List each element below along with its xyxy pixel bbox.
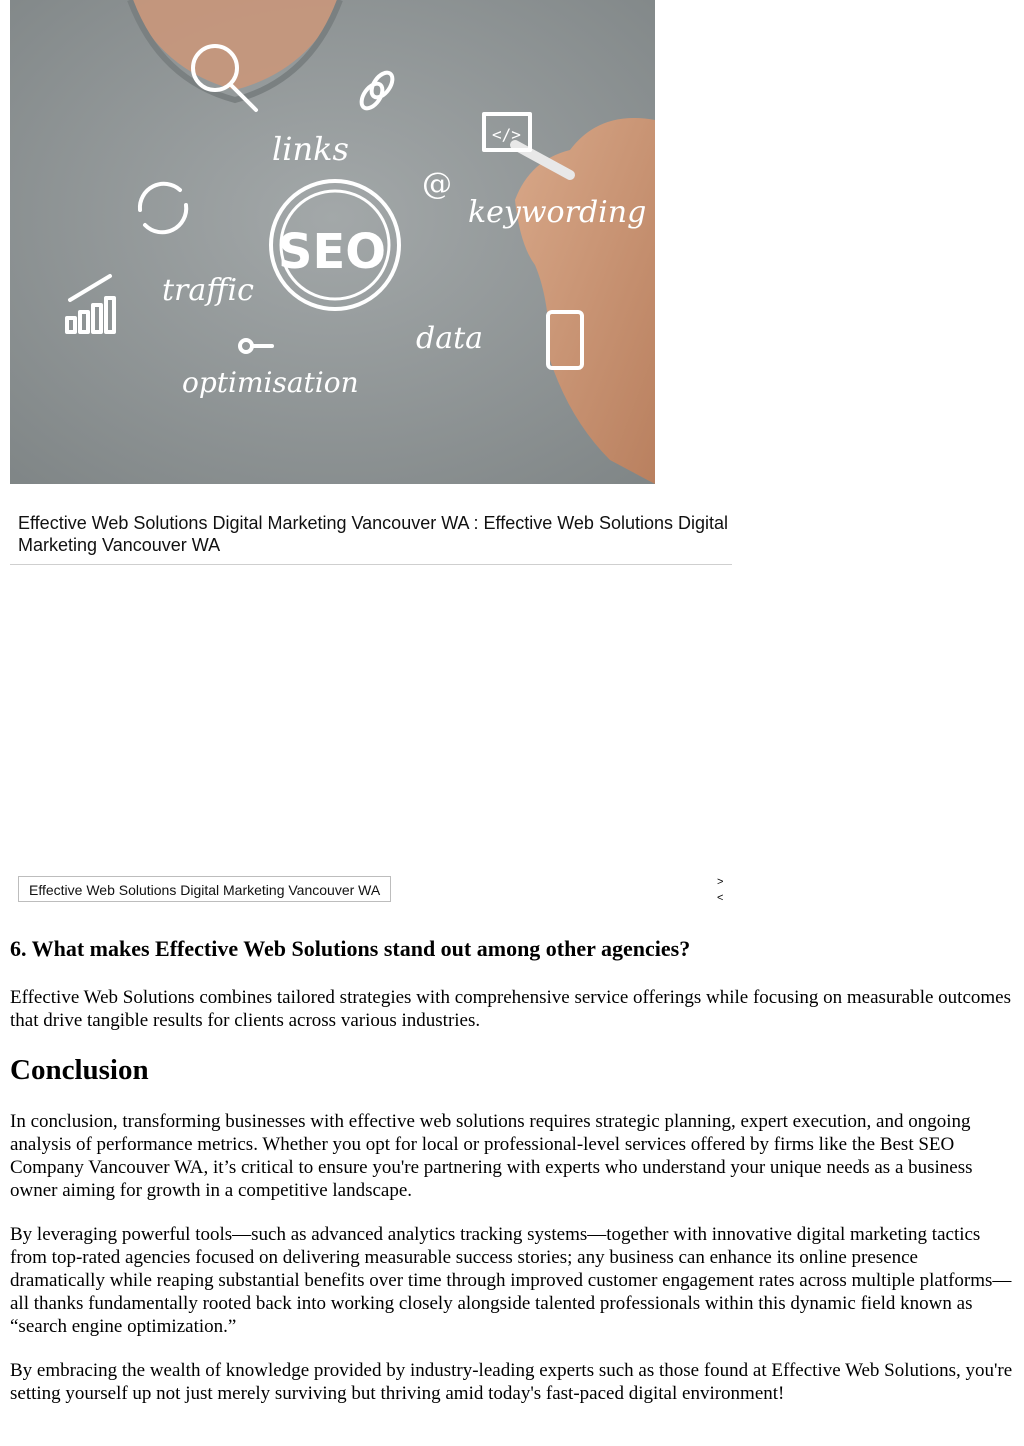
faq-answer: Effective Web Solutions combines tailored strategies with comprehensive service offerings while focusing on measurable outcomes that drive tangible results for clients across various industries. bbox=[10, 987, 1011, 1031]
code-text: </> bbox=[492, 125, 521, 144]
next-arrow-icon[interactable]: > bbox=[717, 876, 724, 888]
optimisation-text: optimisation bbox=[182, 366, 359, 399]
article-content bbox=[10, 934, 1014, 1405]
hero-image bbox=[10, 0, 655, 484]
prev-arrow-icon[interactable]: < bbox=[717, 892, 724, 904]
image-caption: Effective Web Solutions Digital Marketing Vancouver WA : Effective Web Solutions Digital Marketing Vancouver WA bbox=[10, 512, 732, 565]
seo-whiteboard-illustration bbox=[10, 0, 655, 484]
keywording-text: keywording bbox=[468, 195, 647, 230]
at-sign-text: @ bbox=[422, 167, 452, 202]
data-text: data bbox=[416, 321, 484, 356]
conclusion-paragraph-3: By embracing the wealth of knowledge provided by industry-leading experts such as those found at Effective Web Solutions, you're setting yourself up not just merely surviving but thriving amid today's fast-paced digital environment! bbox=[10, 1360, 1013, 1404]
embed-tab[interactable]: Effective Web Solutions Digital Marketing Vancouver WA bbox=[18, 876, 391, 902]
seo-text: SEO bbox=[277, 224, 387, 280]
conclusion-paragraph-1: In conclusion, transforming businesses with effective web solutions requires strategic planning, expert execution, and ongoing analysis of performance metrics. Whether you opt for local or professional-level services offered by firms like the Best SEO Company Vancouver WA, it’s critical to ensure you're partnering with experts who understand your unique needs as a business owner aiming for growth in a competitive landscape. bbox=[10, 1111, 973, 1201]
conclusion-paragraph-2: By leveraging powerful tools—such as advanced analytics tracking systems—together with innovative digital marketing tactics from top-rated agencies focused on delivering measurable success stories; any business can enhance its online presence dramatically while reaping substantial benefits over time through improved customer engagement rates across multiple platforms—all thanks fundamentally rooted back into working closely alongside talented professionals within this dynamic field known as “search engine optimization.” bbox=[10, 1224, 1012, 1337]
links-text: links bbox=[272, 130, 349, 168]
faq-question: 6. What makes Effective Web Solutions stand out among other agencies? bbox=[10, 936, 691, 961]
carousel-nav bbox=[717, 874, 723, 906]
conclusion-heading: Conclusion bbox=[10, 1054, 149, 1086]
traffic-text: traffic bbox=[162, 273, 254, 308]
